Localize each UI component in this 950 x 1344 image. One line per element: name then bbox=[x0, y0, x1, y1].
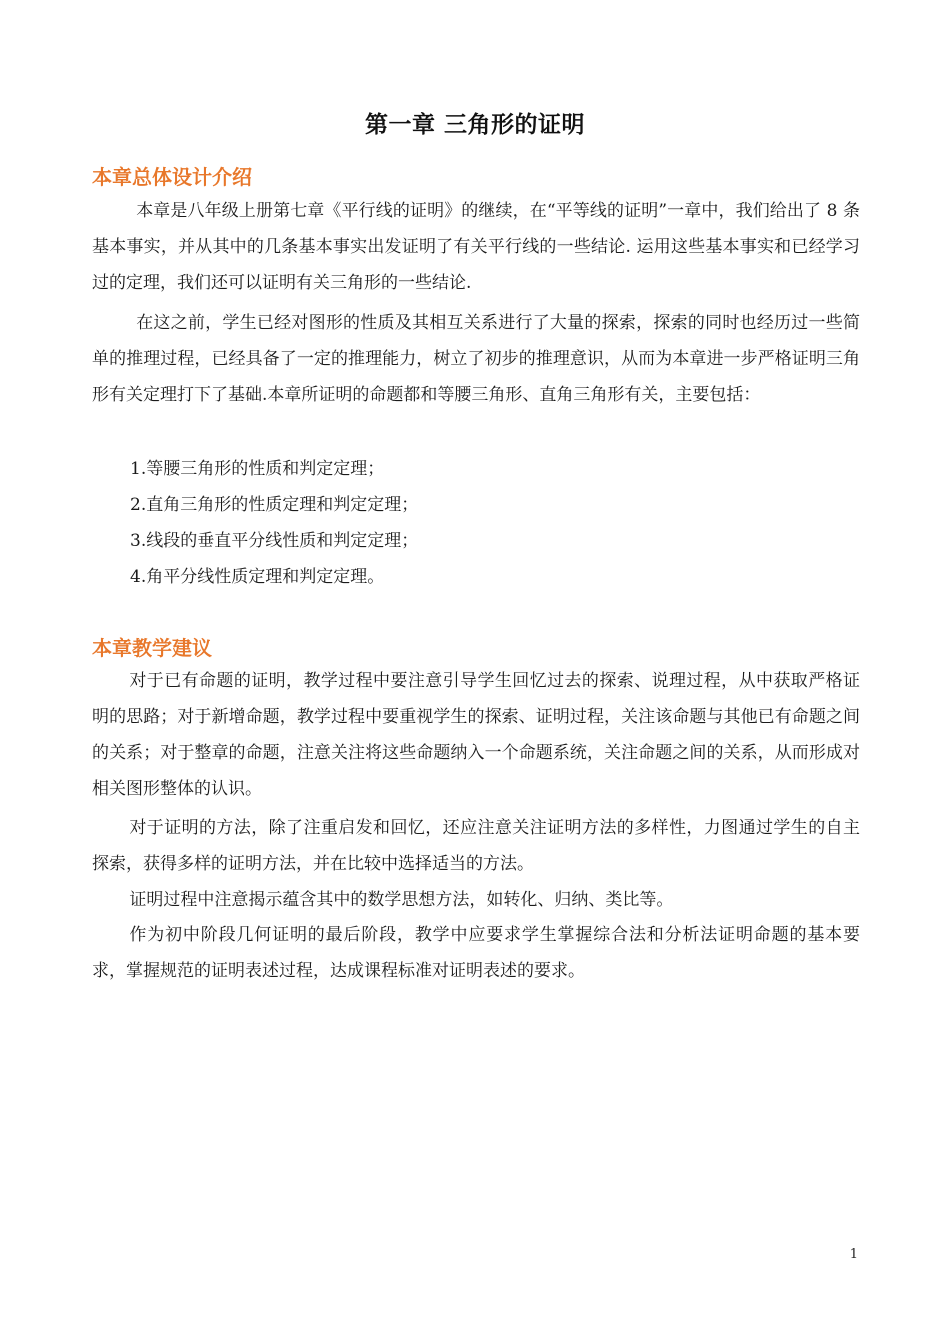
section-heading-suggestions: 本章教学建议 bbox=[92, 636, 212, 660]
list-item: 2.直角三角形的性质定理和判定定理； bbox=[130, 495, 419, 515]
page-number: 1 bbox=[849, 1247, 858, 1262]
overview-paragraph-2: 在这之前，学生已经对图形的性质及其相互关系进行了大量的探索，探索的同时也经历过一些简单的推理过程，已经具备了一定的推理能力，树立了初步的推理意识，从而为本章进一步严格证明三角形有关定理打下了基础.本章所证明的命题都和等腰三角形、直角三角形有关，主要包括： bbox=[92, 313, 860, 405]
list-item: 4.角平分线性质定理和判定定理。 bbox=[130, 567, 385, 587]
overview-paragraph-1: 本章是八年级上册第七章《平行线的证明》的继续，在“平等线的证明”一章中，我们给出了 8 条基本事实，并从其中的几条基本事实出发证明了有关平行线的一些结论. 运用这些基本事实和已经学习过的定理，我们还可以证明有关三角形的一些结论. bbox=[92, 201, 860, 293]
suggestions-paragraph-4: 作为初中阶段几何证明的最后阶段，教学中应要求学生掌握综合法和分析法证明命题的基本要求，掌握规范的证明表述过程，达成课程标准对证明表述的要求。 bbox=[92, 925, 860, 981]
list-item: 3.线段的垂直平分线性质和判定定理； bbox=[130, 531, 419, 551]
page-title: 第一章 三角形的证明 bbox=[364, 112, 585, 138]
list-item: 1.等腰三角形的性质和判定定理； bbox=[130, 459, 385, 479]
suggestions-paragraph-3: 证明过程中注意揭示蕴含其中的数学思想方法，如转化、归纳、类比等。 bbox=[129, 890, 674, 910]
section-heading-overview: 本章总体设计介绍 bbox=[92, 165, 252, 189]
suggestions-paragraph-2: 对于证明的方法，除了注重启发和回忆，还应注意关注证明方法的多样性，力图通过学生的自主探索，获得多样的证明方法，并在比较中选择适当的方法。 bbox=[92, 818, 860, 874]
suggestions-paragraph-1: 对于已有命题的证明，教学过程中要注意引导学生回忆过去的探索、说理过程，从中获取严格证明的思路；对于新增命题，教学过程中要重视学生的探索、证明过程，关注该命题与其他已有命题之间的关系；对于整章的命题，注意关注将这些命题纳入一个命题系统，关注命题之间的关系，从而形成对相关图形整体的认识。 bbox=[92, 671, 860, 799]
